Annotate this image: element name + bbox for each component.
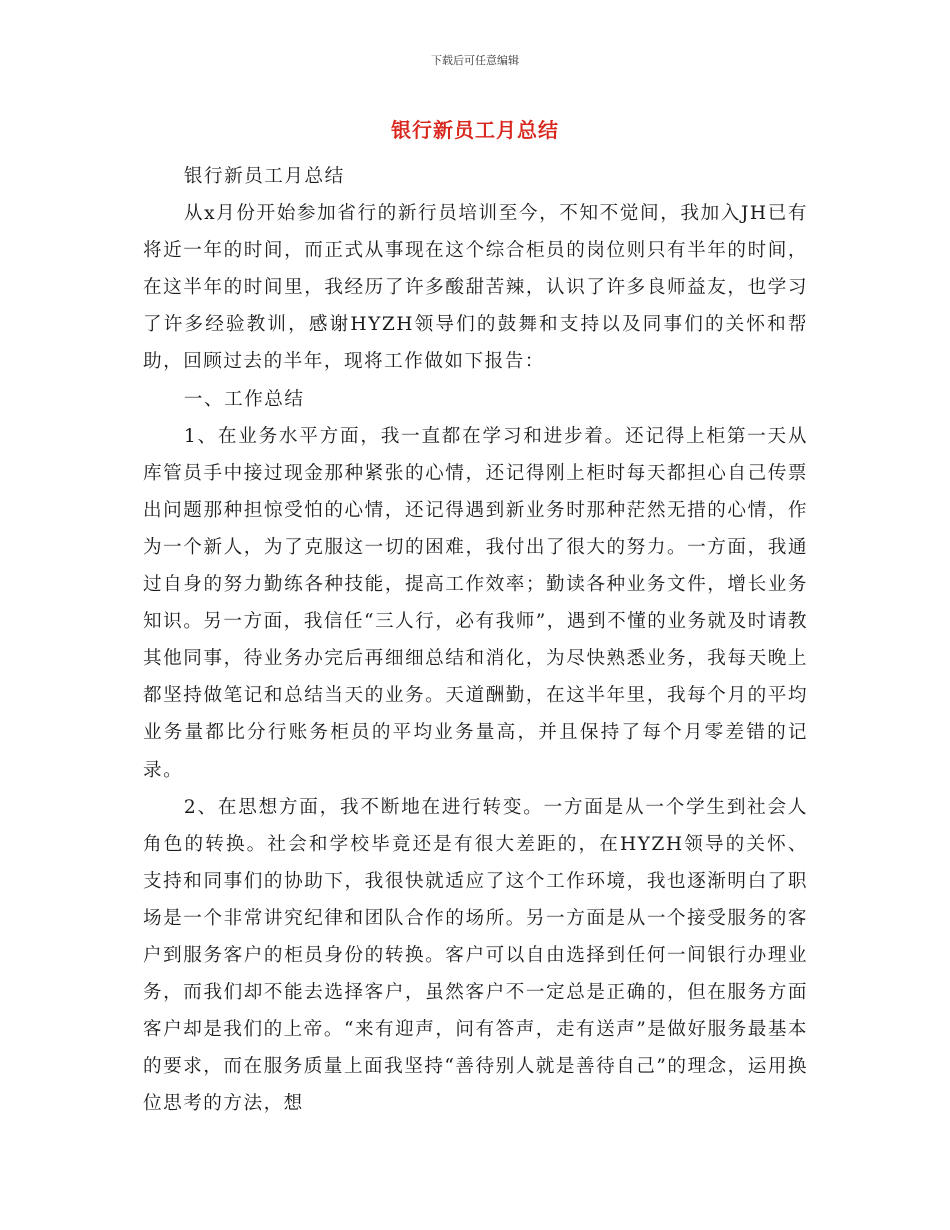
paragraph-mindset: 2、在思想方面，我不断地在进行转变。一方面是从一个学生到社会人角色的转换。社会和学校毕竟还是有很大差距的，在HYZH领导的关怀、支持和同事们的协助下，我很快就适应了这个工作环境，我也逐渐明白了职场是一个非常讲究纪律和团队合作的场所。另一方面是从一个接受服务的客户到服务客户的柜员身份的转换。客户可以自由选择到任何一间银行办理业务，而我们却不能去选择客户，虽然客户不一定总是正确的，但在服务方面客户却是我们的上帝。“来有迎声，问有答声，走有送声”是做好服务最基本的要求，而在服务质量上面我坚持“善待别人就是善待自己”的理念，运用换位思考的方法，想 — [143, 796, 809, 1115]
page-header-note: 下载后可任意编辑 — [431, 54, 519, 67]
paragraph-intro: 从x月份开始参加省行的新行员培训至今，不知不觉间，我加入JH已有将近一年的时间，而正式从事现在这个综合柜员的岗位则只有半年的时间，在这半年的时间里，我经历了许多酸甜苦辣，认识了许多良师益友，也学习了许多经验教训，感谢HYZH领导们的鼓舞和支持以及同事们的关怀和帮助，回顾过去的半年，现将工作做如下报告： — [143, 203, 808, 373]
paragraph-business-level: 1、在业务水平方面，我一直都在学习和进步着。还记得上柜第一天从库管员手中接过现金那种紧张的心情，还记得刚上柜时每天都担心自己传票出问题那种担惊受怕的心情，还记得遇到新业务时那种茫然无措的心情，作为一个新人，为了克服这一切的困难，我付出了很大的努力。一方面，我通过自身的努力勤练各种技能，提高工作效率；勤读各种业务文件，增长业务知识。另一方面，我信任“三人行，必有我师”，遇到不懂的业务就及时请教其他同事，待业务办完后再细细总结和消化，为尽快熟悉业务，我每天晚上都坚持做笔记和总结当天的业务。天道酬勤，在这半年里，我每个月的平均业务量都比分行账务柜员的平均业务量高，并且保持了每个月零差错的记录。 — [143, 425, 809, 781]
document-title: 银行新员工月总结 — [391, 118, 559, 142]
section-heading: 一、工作总结 — [183, 388, 305, 410]
document-body — [143, 158, 808, 1122]
document-subtitle: 银行新员工月总结 — [183, 166, 345, 187]
